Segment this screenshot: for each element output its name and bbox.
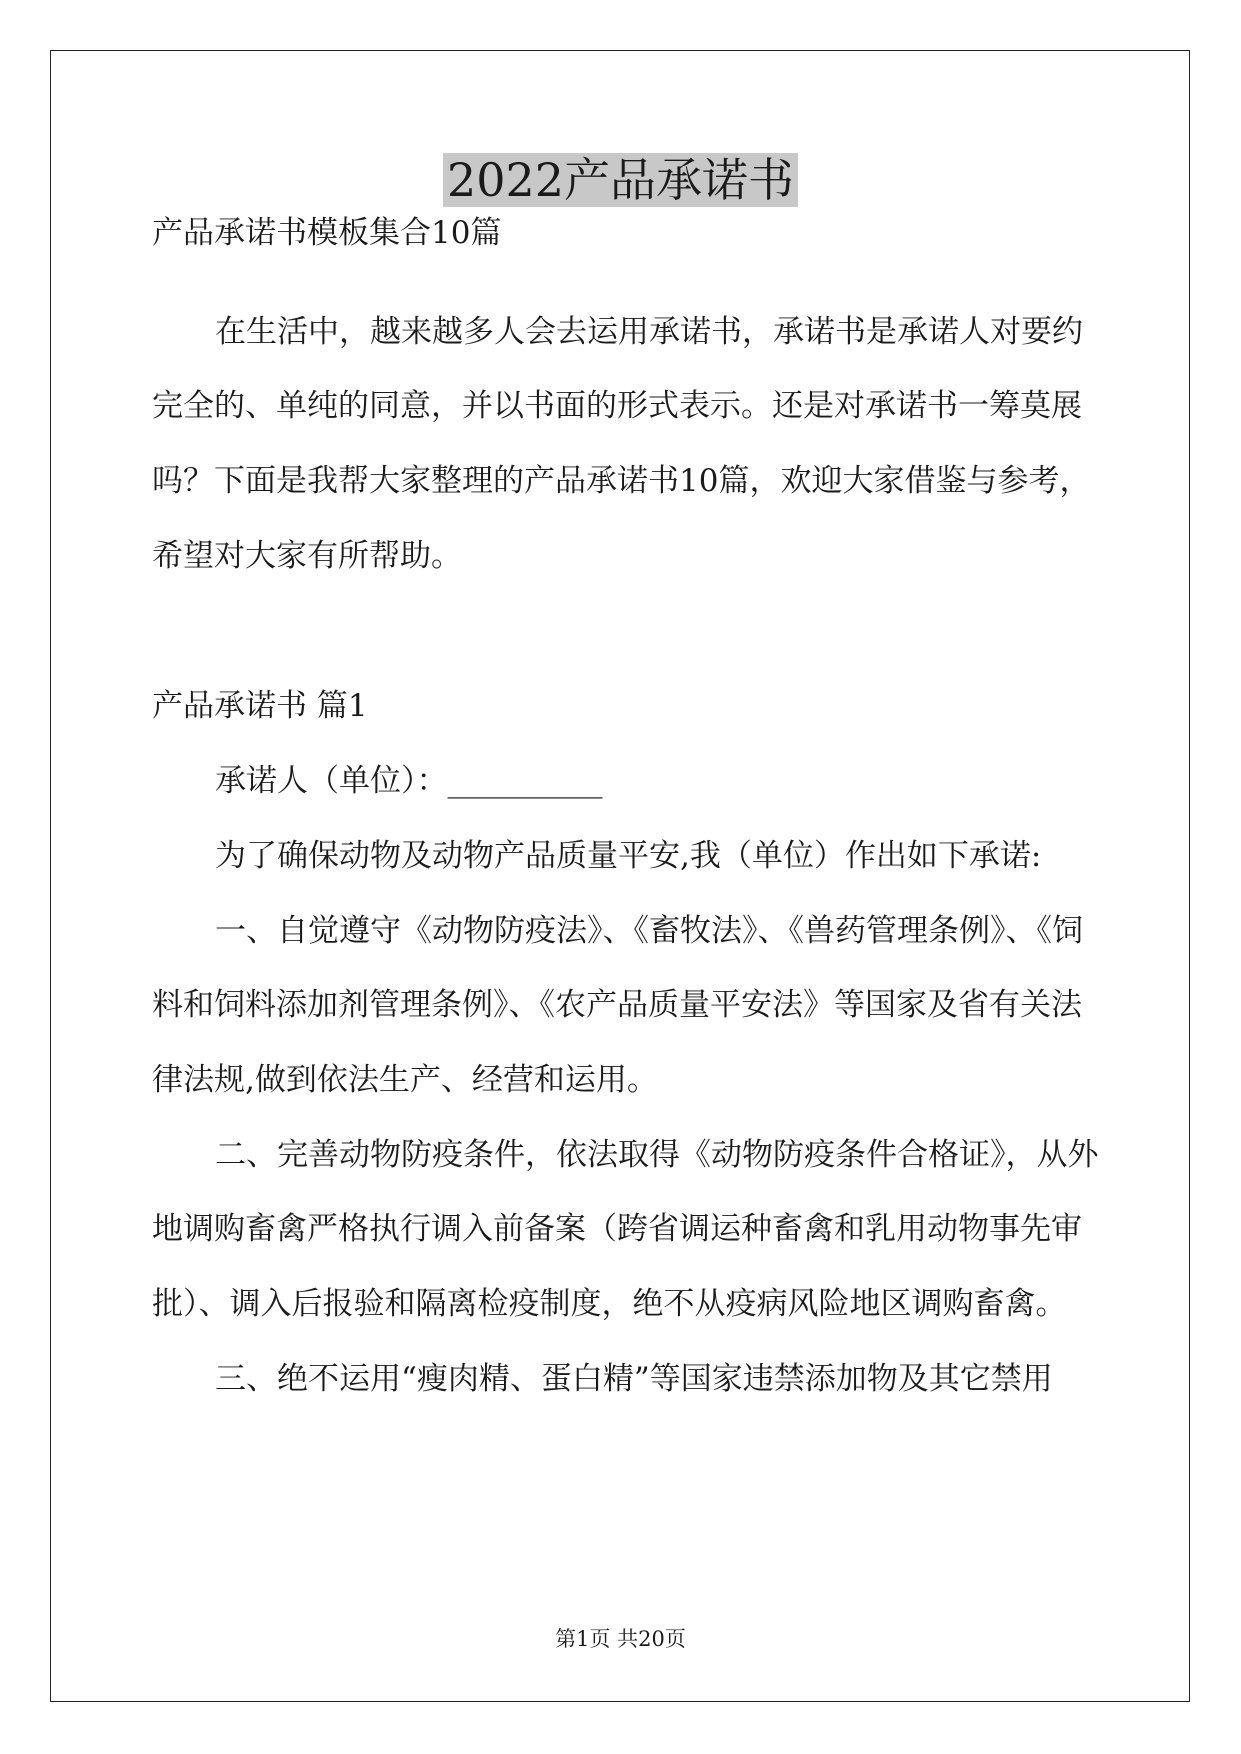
body-line-2: 一、自觉遵守《动物防疫法》、《畜牧法》、《兽药管理条例》、《饲: [215, 913, 1083, 949]
body-line-1: 为了确保动物及动物产品质量平安,我（单位）作出如下承诺:: [215, 838, 1042, 874]
page-footer: 第1页 共20页: [555, 1627, 686, 1651]
body-line-6: 地调购畜禽严格执行调入前备案（跨省调运种畜禽和乳用动物事先审: [152, 1211, 1082, 1247]
intro-line-1: 在生活中，越来越多人会去运用承诺书，承诺书是承诺人对要约: [215, 314, 1083, 350]
body-line-4: 律法规,做到依法生产、经营和运用。: [152, 1062, 658, 1098]
section-heading: 产品承诺书 篇1: [152, 688, 368, 724]
promisor-line: 承诺人（单位）：__________: [215, 763, 603, 799]
document-title: 2022产品承诺书: [0, 150, 1241, 210]
intro-line-4: 希望对大家有所帮助。: [152, 538, 462, 574]
body-line-7: 批）、调入后报验和隔离检疫制度，绝不从疫病风险地区调购畜禽。: [152, 1286, 1067, 1322]
body-line-5: 二、完善动物防疫条件，依法取得《动物防疫条件合格证》，从外: [215, 1137, 1099, 1173]
document-subtitle: 产品承诺书模板集合10篇: [152, 215, 502, 251]
body-line-8: 三、绝不运用“瘦肉精、蛋白精”等国家违禁添加物及其它禁用: [215, 1361, 1053, 1397]
body-line-3: 料和饲料添加剂管理条例》、《农产品质量平安法》等国家及省有关法: [152, 987, 1082, 1023]
intro-line-3: 吗？下面是我帮大家整理的产品承诺书10篇，欢迎大家借鉴与参考，: [152, 463, 1091, 499]
intro-line-2: 完全的、单纯的同意，并以书面的形式表示。还是对承诺书一筹莫展: [152, 388, 1082, 424]
page-border: [50, 50, 1190, 1702]
